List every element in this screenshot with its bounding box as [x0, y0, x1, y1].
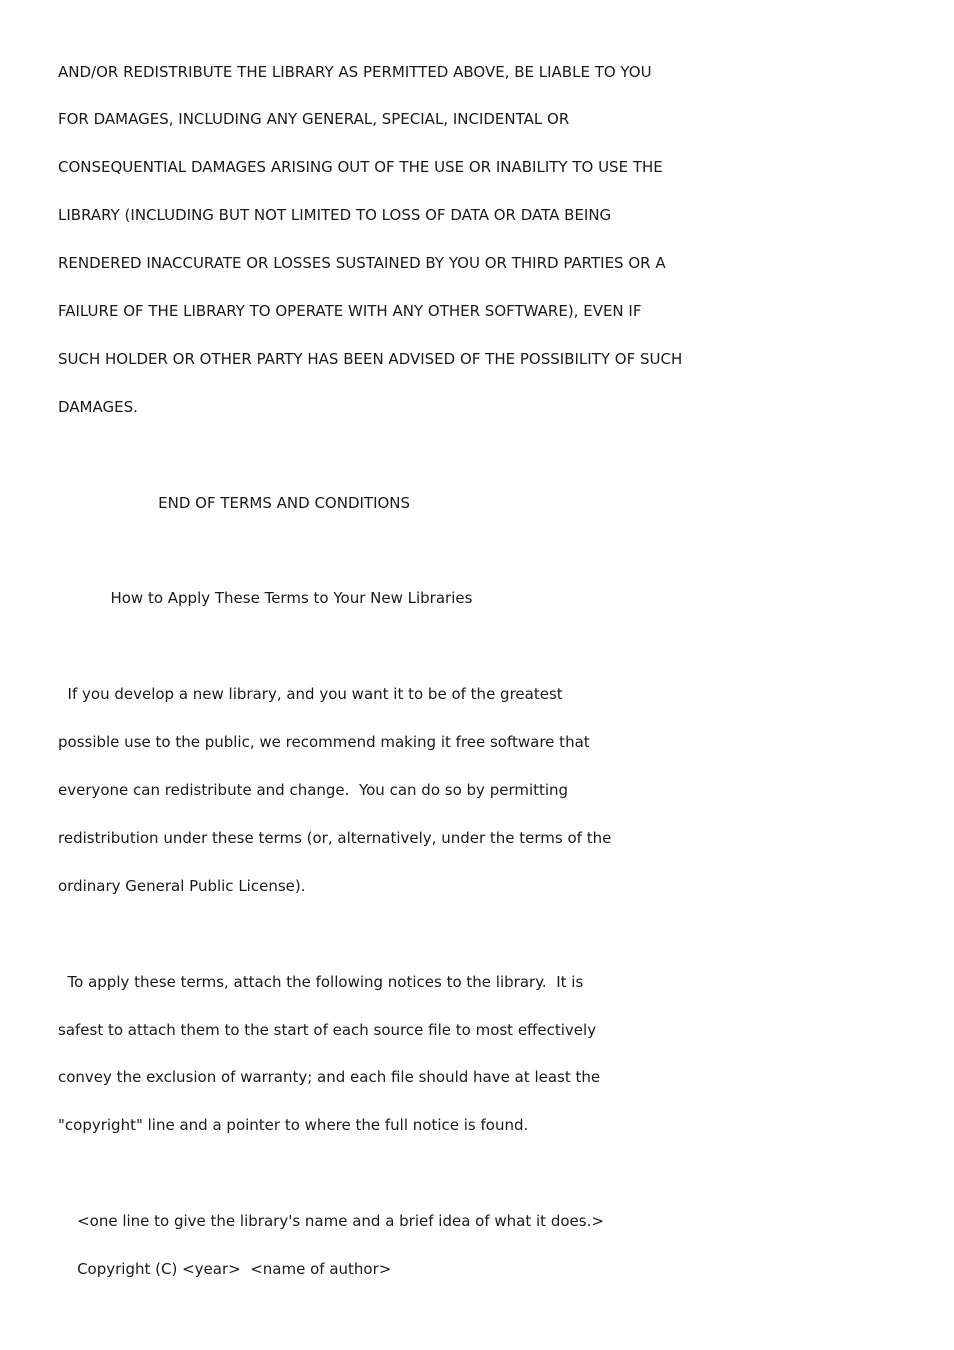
- text-line: DAMAGES.: [58, 398, 138, 416]
- text-line: AND/OR REDISTRIBUTE THE LIBRARY AS PERMITTED ABOVE, BE LIABLE TO YOU: [58, 63, 652, 81]
- text-line: everyone can redistribute and change. You can do so by permitting: [58, 781, 569, 799]
- text-line: FOR DAMAGES, INCLUDING ANY GENERAL, SPECIAL, INCIDENTAL OR: [58, 110, 570, 128]
- text-line: CONSEQUENTIAL DAMAGES ARISING OUT OF THE USE OR INABILITY TO USE THE: [58, 158, 663, 176]
- text-line: RENDERED INACCURATE OR LOSSES SUSTAINED BY YOU OR THIRD PARTIES OR A: [58, 254, 666, 272]
- text-line: To apply these terms, attach the following notices to the library. It is: [58, 973, 584, 991]
- text-line: <one line to give the library's name and a brief idea of what it does.>: [58, 1212, 604, 1230]
- text-line: Copyright (C) <year> <name of author>: [58, 1260, 392, 1278]
- section-heading: How to Apply These Terms to Your New Libraries: [58, 589, 473, 607]
- text-line: redistribution under these terms (or, alternatively, under the terms of the: [58, 829, 612, 847]
- text-line: SUCH HOLDER OR OTHER PARTY HAS BEEN ADVISED OF THE POSSIBILITY OF SUCH: [58, 350, 683, 368]
- text-line: LIBRARY (INCLUDING BUT NOT LIMITED TO LOSS OF DATA OR DATA BEING: [58, 206, 612, 224]
- text-line: ordinary General Public License).: [58, 877, 306, 895]
- section-heading: END OF TERMS AND CONDITIONS: [58, 494, 411, 512]
- text-line: possible use to the public, we recommend making it free software that: [58, 733, 590, 751]
- text-line: convey the exclusion of warranty; and each file should have at least the: [58, 1068, 601, 1086]
- text-line: "copyright" line and a pointer to where the full notice is found.: [58, 1116, 529, 1134]
- text-line: safest to attach them to the start of each source file to most effectively: [58, 1021, 597, 1039]
- text-line: If you develop a new library, and you want it to be of the greatest: [58, 685, 563, 703]
- text-line: FAILURE OF THE LIBRARY TO OPERATE WITH ANY OTHER SOFTWARE), EVEN IF: [58, 302, 642, 320]
